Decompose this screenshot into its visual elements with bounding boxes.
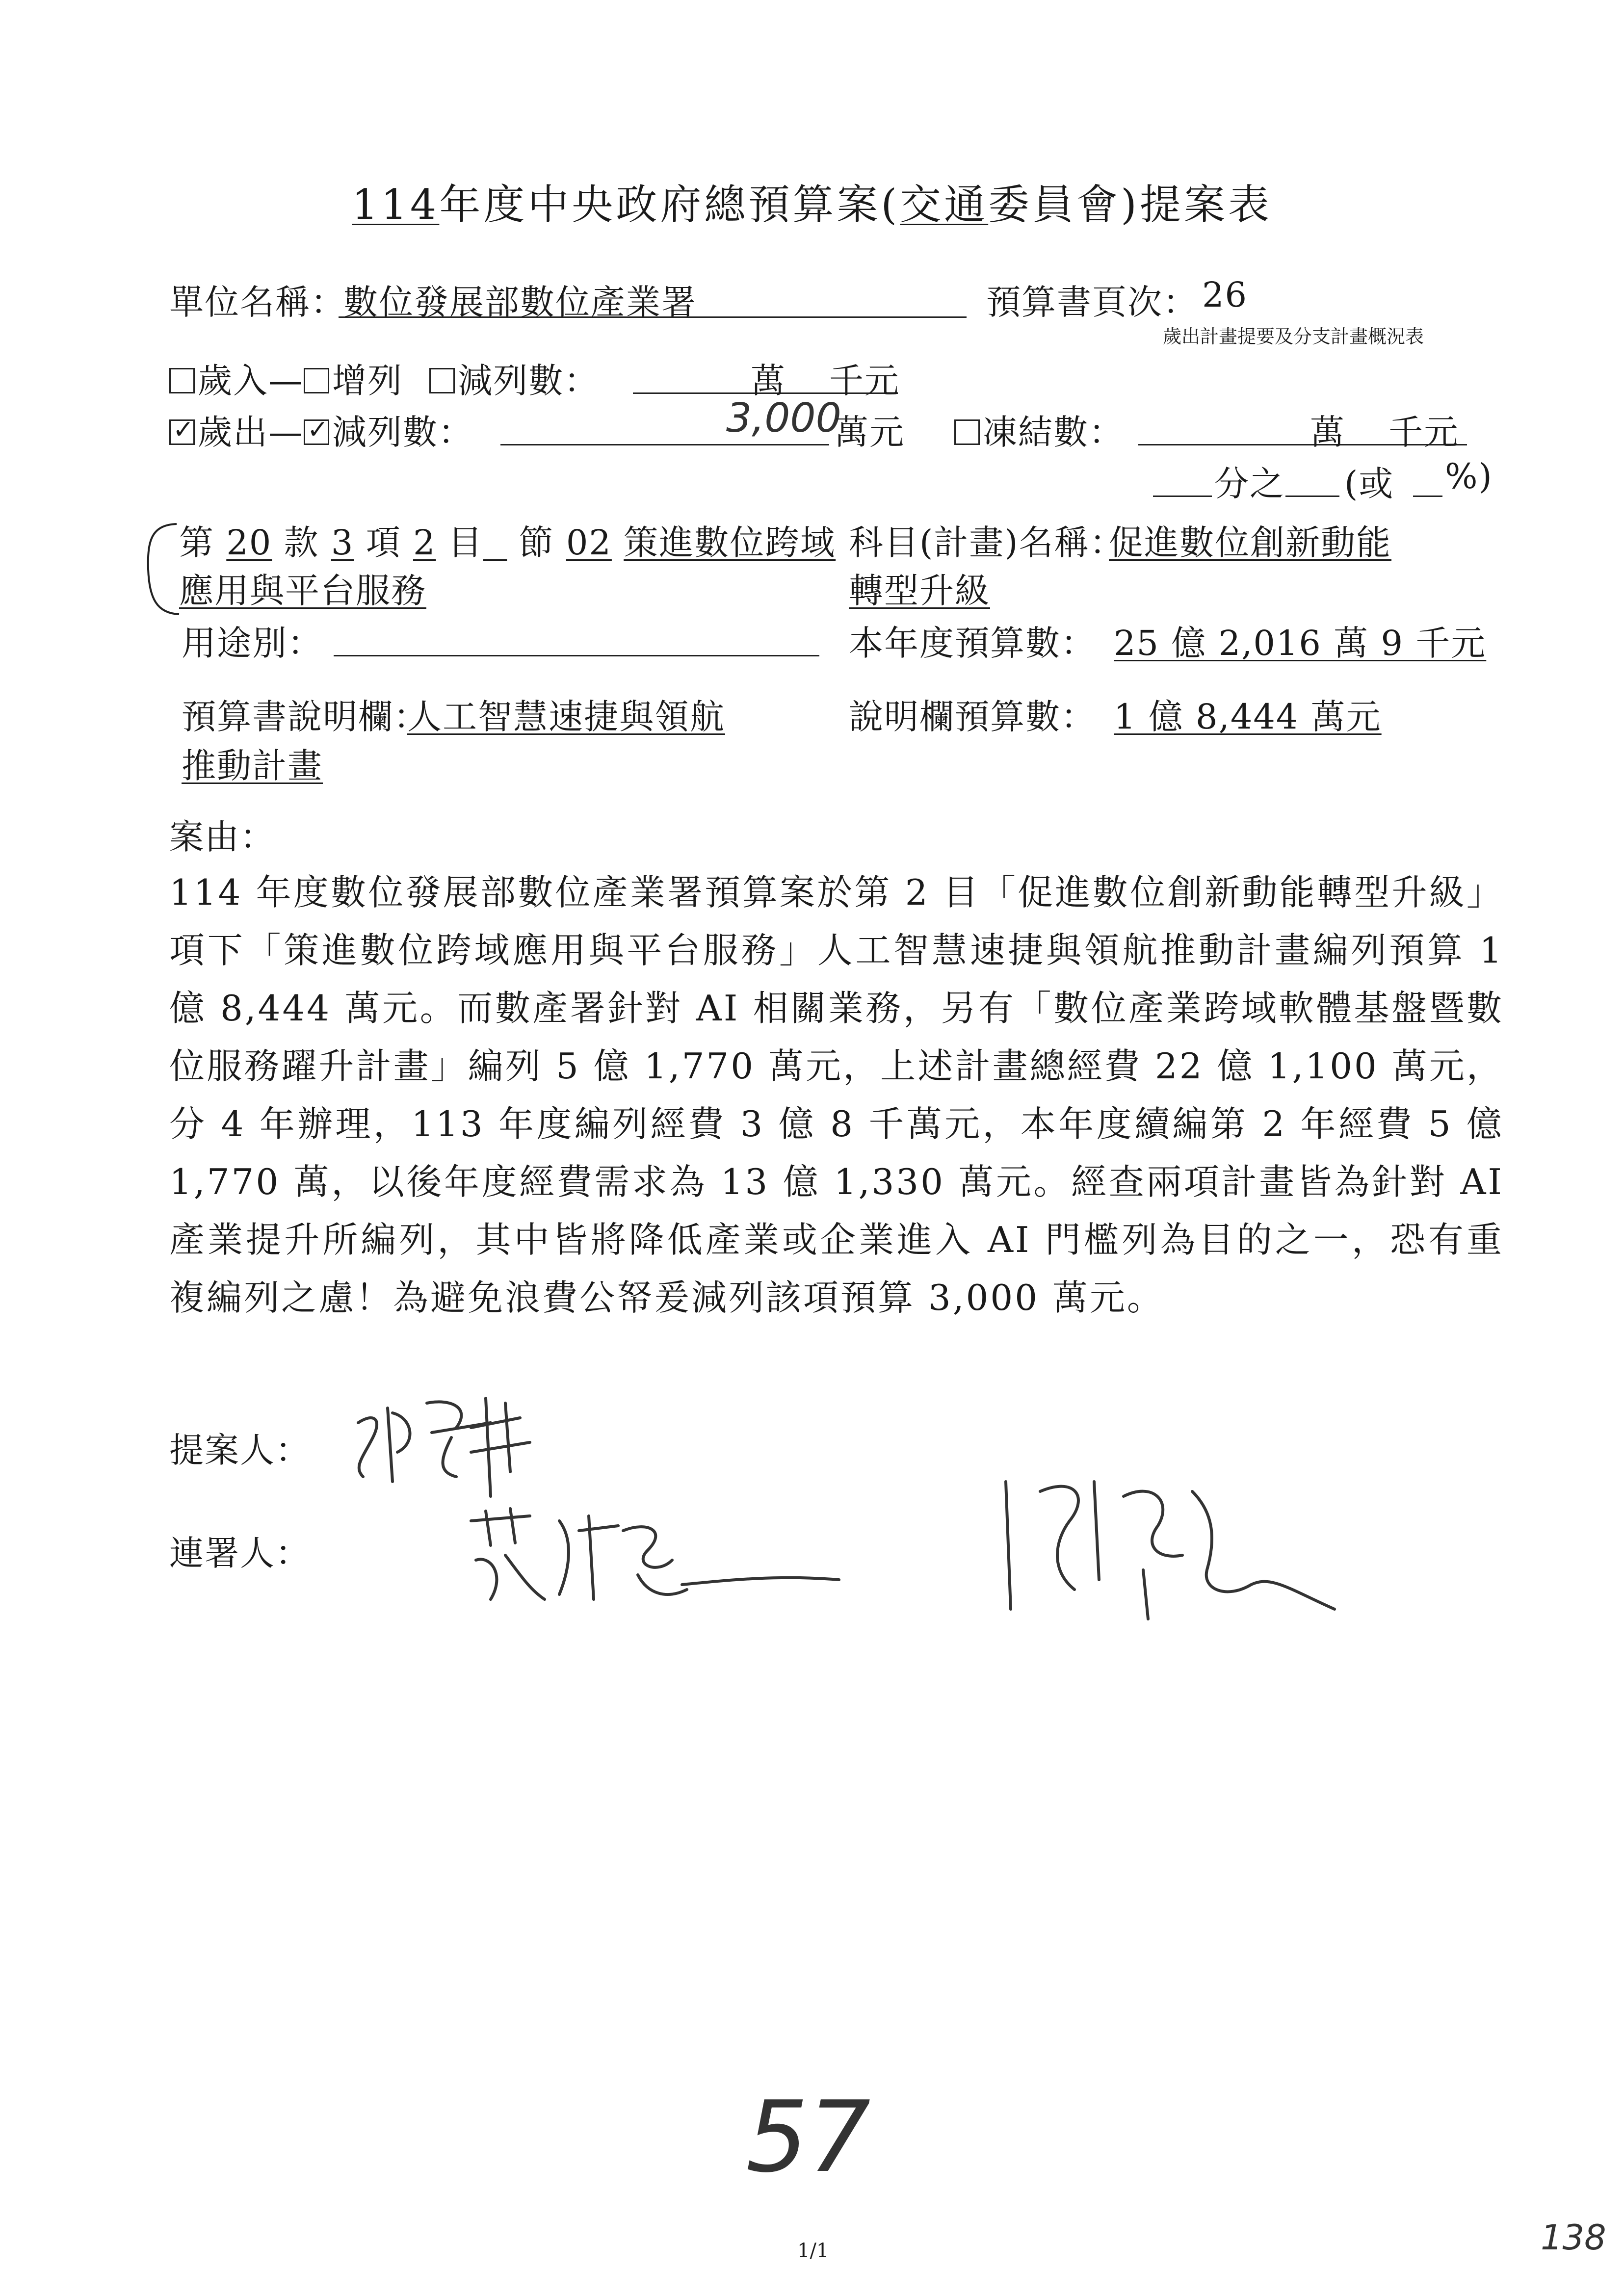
- explanation-value-line2: 推動計畫: [182, 746, 323, 786]
- freeze-checkbox[interactable]: [954, 419, 980, 445]
- subject-label: 科目(計畫)名稱：: [849, 522, 1125, 563]
- fraction-blank-2: [1285, 496, 1339, 497]
- subject-value-line1: 促進數位創新動能: [1109, 522, 1391, 563]
- explanation-budget-label: 說明欄預算數：: [849, 697, 1096, 737]
- usage-underline: [334, 655, 819, 656]
- expense-checkbox[interactable]: [169, 419, 195, 445]
- cosigner-signature-2: [996, 1462, 1349, 1629]
- freeze-unit-wan: 萬: [1310, 412, 1345, 452]
- annual-budget-label: 本年度預算數：: [849, 623, 1096, 663]
- fraction-blank-1: [1153, 496, 1212, 497]
- budget-page-value: 26: [1202, 275, 1248, 315]
- revenue-row: 歲入— 增列 減列數：: [169, 353, 599, 403]
- fraction-part: 分之: [1214, 464, 1285, 504]
- revenue-unit-thousand: 千元: [829, 361, 900, 401]
- title-committee: 交通: [900, 181, 989, 229]
- unit-label: 單位名稱：: [169, 282, 346, 322]
- freeze-unit-thousand: 千元: [1388, 412, 1459, 452]
- budget-page-note: 歲出計畫提要及分支計畫概況表: [1163, 326, 1424, 347]
- bracket-mark: [142, 520, 182, 618]
- explanation-value-line1: 人工智慧速捷與領航: [407, 697, 725, 737]
- reduce-checkbox[interactable]: [304, 419, 329, 445]
- page-title: 114年度中央政府總預算案(交通委員會)提案表: [352, 181, 1272, 229]
- subject-value-line2: 轉型升級: [849, 571, 990, 611]
- decrease-checkbox[interactable]: [429, 368, 455, 393]
- budget-page-label: 預算書頁次：: [986, 282, 1198, 322]
- handwritten-page-number: 57: [746, 2080, 871, 2194]
- cosigner-signature-1: [461, 1501, 844, 1609]
- reason-label: 案由：: [169, 817, 275, 857]
- reduce-value: 3,000: [726, 395, 841, 442]
- unit-value: 數位發展部數位產業署: [343, 282, 697, 322]
- reason-text: 114 年度數位發展部數位產業署預算案於第 2 目「促進數位創新動能轉型升級」項下「策進數位跨域應用與平台服務」人工智慧速捷與領航推動計畫編列預算 1 億 8,444 萬元。而數產署針對 AI 相關業務，另有「數位產業跨域軟體基盤暨數位服務躍升計畫」編列 5 億 1,770 萬元，上述計畫總經費 22 億 1,100 萬元，分 4 年辦理，113 年度編列經費 3 億 8 千萬元，本年度續編第 2 年經費 5 億 1,770 萬，以後年度經費需求為 13 億 1,330 萬元。經查兩項計畫皆為針對 AI 產業提升所編列，其中皆將降低產業或企業進入 AI 門檻列為目的之一，恐有重複編列之慮！為避免浪費公帑爰減列該項預算 3,000 萬元。: [169, 872, 1504, 1318]
- usage-label: 用途別：: [182, 623, 323, 663]
- increase-checkbox[interactable]: [304, 368, 329, 393]
- explanation-budget-value: 1 億 8,444 萬元: [1114, 697, 1382, 737]
- annual-budget-value: 25 億 2,016 萬 9 千元: [1114, 623, 1487, 663]
- page-indicator: 1/1: [797, 2240, 829, 2262]
- item-line-2: 應用與平台服務: [179, 571, 426, 611]
- corner-number: 138: [1541, 2218, 1606, 2258]
- revenue-unit-wan: 萬: [751, 361, 786, 401]
- item-line-1: 第 20 款 3 項 2 目 節 02 策進數位跨域: [179, 522, 836, 563]
- reduce-underline: [500, 444, 829, 445]
- cosigner-label: 連署人：: [169, 1533, 311, 1573]
- freeze-row: 凍結數：: [954, 405, 1124, 454]
- explanation-label: 預算書說明欄：: [182, 697, 429, 737]
- revenue-checkbox[interactable]: [169, 368, 195, 393]
- unit-underline: [339, 316, 967, 318]
- proposer-signature: [343, 1383, 589, 1506]
- proposer-label: 提案人：: [169, 1430, 311, 1470]
- fraction-blank-3: [1413, 496, 1442, 497]
- fraction-percent: %): [1445, 456, 1493, 496]
- expense-row: ✓歲出—✓ 減列數：: [169, 405, 473, 454]
- fraction-or: (或: [1344, 464, 1394, 504]
- title-year: 114: [352, 181, 440, 229]
- reduce-unit: 萬元: [834, 412, 905, 452]
